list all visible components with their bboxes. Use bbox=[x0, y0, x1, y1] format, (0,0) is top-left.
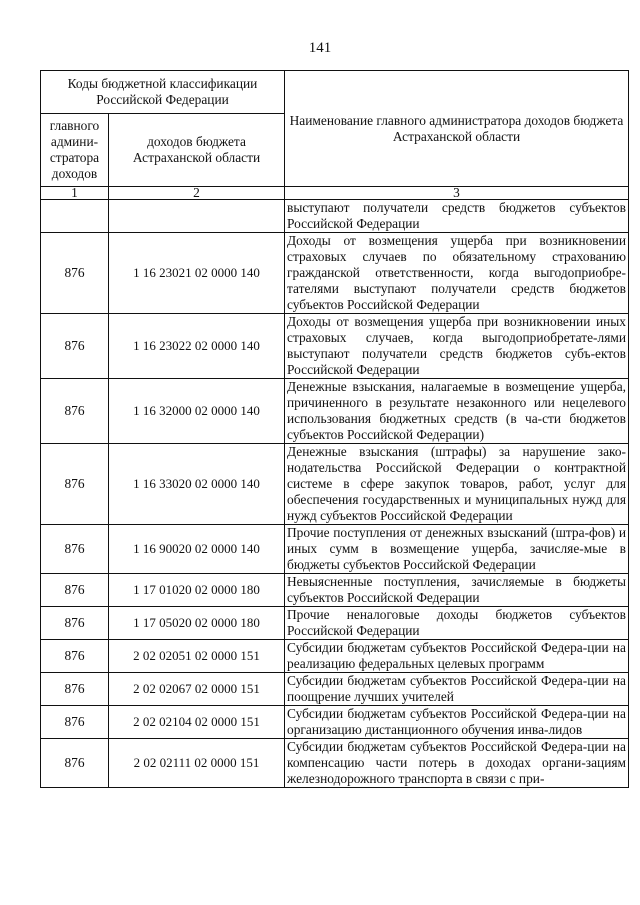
header-main-administrator: главного админи-стратора доходов bbox=[41, 114, 109, 187]
admin-code-cell: 876 bbox=[41, 640, 109, 673]
admin-code-cell bbox=[41, 200, 109, 233]
header-administrator-name: Наименование главного администратора доходов бюджета Астраханской области bbox=[285, 71, 629, 187]
income-name-cell: Субсидии бюджетам субъектов Российской Федера-ции на организацию дистанционного обучения инва-лидов bbox=[285, 706, 629, 739]
income-name-cell: Доходы от возмещения ущерба при возникновении иных страховых случаев, когда выгодоприобретате-лями выступают получатели средств бюджетов субъ-ектов Российской Федерации bbox=[285, 314, 629, 379]
header-codes-group: Коды бюджетной классификации Российской Федерации bbox=[41, 71, 285, 114]
income-code-cell: 1 16 23022 02 0000 140 bbox=[109, 314, 285, 379]
income-name-cell: Субсидии бюджетам субъектов Российской Федера-ции на реализацию федеральных целевых программ bbox=[285, 640, 629, 673]
income-code-cell: 2 02 02111 02 0000 151 bbox=[109, 739, 285, 788]
income-name-cell: Субсидии бюджетам субъектов Российской Федера-ции на поощрение лучших учителей bbox=[285, 673, 629, 706]
table-row bbox=[41, 739, 629, 788]
table-row bbox=[41, 525, 629, 574]
income-name-cell: Доходы от возмещения ущерба при возникновении страховых случаев по обязательному страхованию гражданской ответственности, когда выгодоприобре-тателями выступают получатели средств бюджетов субъектов Российской Федерации bbox=[285, 233, 629, 314]
header-col-number-2: 2 bbox=[109, 187, 285, 200]
table-row bbox=[41, 640, 629, 673]
income-code-cell: 1 16 33020 02 0000 140 bbox=[109, 444, 285, 525]
admin-code-cell: 876 bbox=[41, 673, 109, 706]
income-code-cell: 1 16 23021 02 0000 140 bbox=[109, 233, 285, 314]
income-name-cell: Прочие неналоговые доходы бюджетов субъектов Российской Федерации bbox=[285, 607, 629, 640]
admin-code-cell: 876 bbox=[41, 314, 109, 379]
income-name-cell: Денежные взыскания, налагаемые в возмещение ущерба, причиненного в результате незаконного или нецелевого использования бюджетных средств (в ча-сти бюджетов субъектов Российской Федерации) bbox=[285, 379, 629, 444]
admin-code-cell: 876 bbox=[41, 525, 109, 574]
admin-code-cell: 876 bbox=[41, 739, 109, 788]
income-code-cell: 1 17 05020 02 0000 180 bbox=[109, 607, 285, 640]
income-name-cell: Денежные взыскания (штрафы) за нарушение зако-нодательства Российской Федерации о контрактной системе в сфере закупок товаров, работ, услуг для обеспечения государственных и муниципальных нужд для нужд субъектов Российской Федерации bbox=[285, 444, 629, 525]
admin-code-cell: 876 bbox=[41, 379, 109, 444]
income-code-cell: 2 02 02104 02 0000 151 bbox=[109, 706, 285, 739]
header-income-code: доходов бюджета Астраханской области bbox=[109, 114, 285, 187]
income-code-cell: 2 02 02067 02 0000 151 bbox=[109, 673, 285, 706]
income-name-cell: Субсидии бюджетам субъектов Российской Федера-ции на компенсацию части потерь в доходах органи-зациям железнодорожного транспорта в связи с при- bbox=[285, 739, 629, 788]
income-code-cell bbox=[109, 200, 285, 233]
table-row bbox=[41, 314, 629, 379]
table-row bbox=[41, 706, 629, 739]
admin-code-cell: 876 bbox=[41, 706, 109, 739]
admin-code-cell: 876 bbox=[41, 607, 109, 640]
income-code-cell: 1 17 01020 02 0000 180 bbox=[109, 574, 285, 607]
income-code-cell: 1 16 90020 02 0000 140 bbox=[109, 525, 285, 574]
admin-code-cell: 876 bbox=[41, 574, 109, 607]
admin-code-cell: 876 bbox=[41, 444, 109, 525]
income-code-cell: 2 02 02051 02 0000 151 bbox=[109, 640, 285, 673]
table-row bbox=[41, 673, 629, 706]
income-name-cell: Прочие поступления от денежных взысканий (штра-фов) и иных сумм в возмещение ущерба, зачисляе-мые в бюджеты субъектов Российской Федерации bbox=[285, 525, 629, 574]
admin-code-cell: 876 bbox=[41, 233, 109, 314]
table-row bbox=[41, 607, 629, 640]
income-code-cell: 1 16 32000 02 0000 140 bbox=[109, 379, 285, 444]
table-row bbox=[41, 379, 629, 444]
table-row bbox=[41, 233, 629, 314]
header-col-number-3: 3 bbox=[285, 187, 629, 200]
table-row bbox=[41, 200, 629, 233]
income-name-cell: выступают получатели средств бюджетов субъектов Российской Федерации bbox=[285, 200, 629, 233]
page-number: 141 bbox=[308, 40, 332, 56]
budget-classification-table bbox=[40, 70, 629, 788]
income-name-cell: Невыясненные поступления, зачисляемые в бюджеты субъектов Российской Федерации bbox=[285, 574, 629, 607]
table-row bbox=[41, 444, 629, 525]
header-col-number-1: 1 bbox=[41, 187, 109, 200]
table-row bbox=[41, 574, 629, 607]
